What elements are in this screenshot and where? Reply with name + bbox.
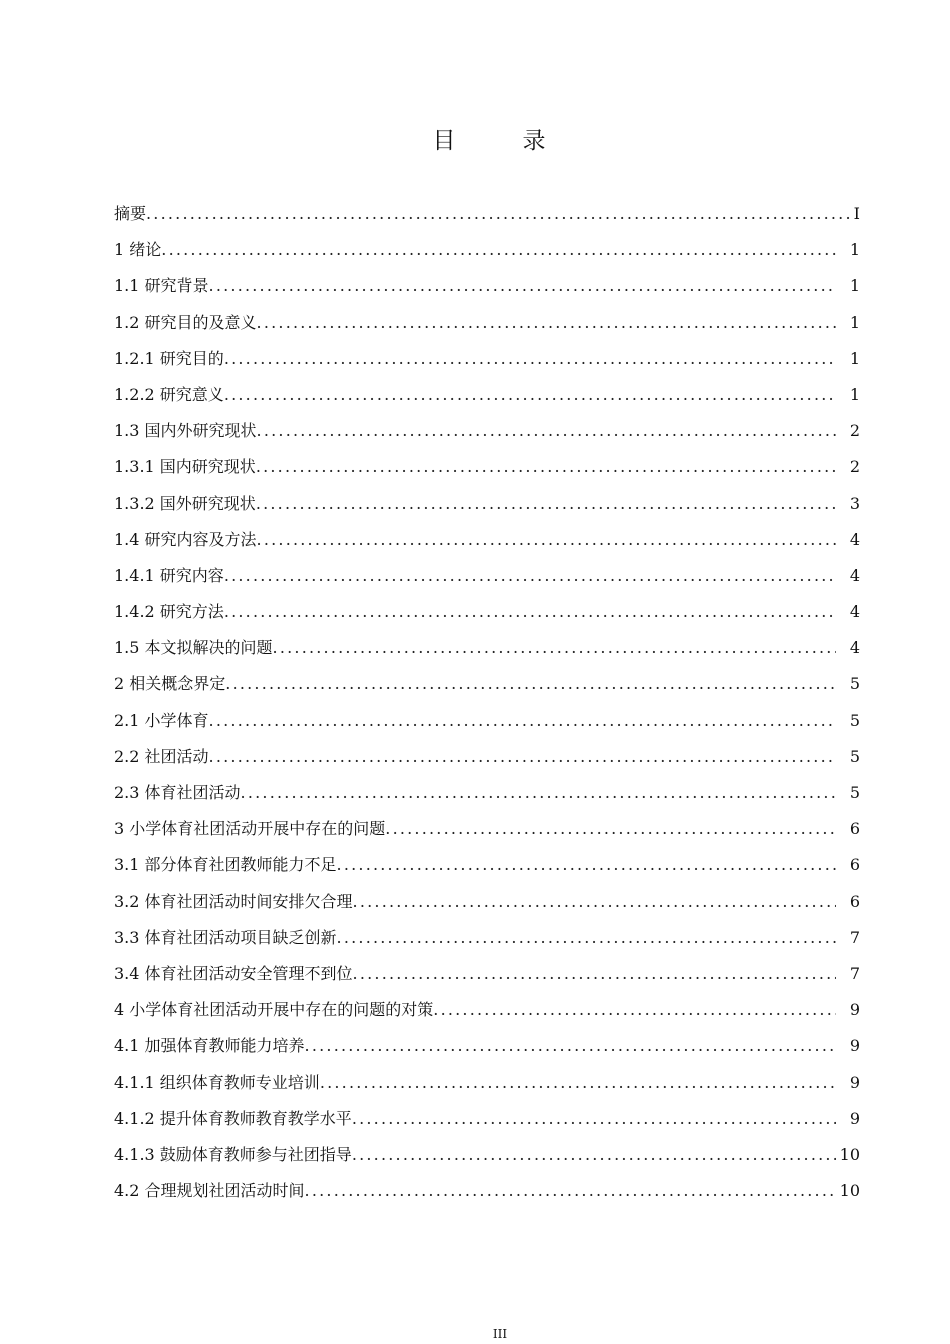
toc-entry[interactable] [114,558,860,594]
dot-leader [224,341,836,377]
toc-entry-label: 2.3 体育社团活动 [114,783,241,802]
toc-entry-page: 4 [849,565,860,585]
toc-entry-page: 1 [849,384,860,404]
toc-entry-page: 2 [849,421,860,441]
toc-entry-page: 5 [849,746,860,766]
toc-entry-label: 1.5 本文拟解决的问题 [114,638,273,658]
toc-entry[interactable] [114,268,860,304]
toc-entry[interactable] [114,775,860,811]
toc-entry[interactable] [114,305,860,341]
toc-entry-label: 1 绪论 [114,240,162,260]
toc-entry-label: 3.4 体育社团活动安全管理不到位 [114,963,353,983]
toc-entry-page: 3 [849,493,860,513]
toc-entry-page: 1 [849,312,860,332]
dot-leader [257,413,836,449]
toc-entry[interactable] [114,1173,860,1209]
page-number-footer: III [492,1327,508,1341]
toc-entry[interactable] [114,1028,860,1064]
page-title: 目 录 [432,128,568,154]
dot-leader [305,1028,836,1064]
dot-leader [352,1101,836,1137]
toc-entry[interactable] [114,594,860,630]
toc-entry-page: 9 [849,1072,860,1092]
toc-entry-page: 10 [839,1181,860,1201]
toc-entry[interactable] [114,956,860,992]
dot-leader [161,232,836,268]
toc-entry-label: 1.4.2 研究方法 [114,602,224,622]
toc-entry-label: 3.2 体育社团活动时间安排欠合理 [114,891,353,911]
toc-entry[interactable] [114,847,860,883]
toc-entry-label: 1.4.1 研究内容 [114,565,224,585]
dot-leader [257,305,836,341]
toc-entry-label: 3.3 体育社团活动项目缺乏创新 [114,927,337,947]
dot-leader [241,775,836,811]
toc-entry[interactable] [114,377,860,413]
toc-entry-label: 3.1 部分体育社团教师能力不足 [114,855,337,875]
toc-entry-label: 4.1 加强体育教师能力培养 [114,1036,305,1056]
toc-entry[interactable] [114,522,860,558]
toc-entry-page: 10 [839,1144,860,1164]
dot-leader [353,884,836,920]
toc-entry-label: 4.1.1 组织体育教师专业培训 [114,1072,320,1092]
toc-entry-page: 6 [849,819,860,839]
toc-entry-label: 2 相关概念界定 [114,674,226,694]
toc-entry[interactable] [114,449,860,485]
dot-leader [352,1137,836,1173]
toc-entry-label: 4.2 合理规划社团活动时间 [114,1181,305,1201]
toc-entry-label: 1.3.1 国内研究现状 [114,457,256,477]
toc-entry-label: 4.1.3 鼓励体育教师参与社团指导 [114,1144,352,1164]
toc-entry[interactable] [114,1137,860,1173]
toc-entry-page: 7 [849,927,860,947]
dot-leader [337,920,836,956]
dot-leader [146,196,850,232]
dot-leader [209,268,836,304]
dot-leader [305,1173,836,1209]
toc-entry-label: 4.1.2 提升体育教师教育教学水平 [114,1108,352,1128]
toc-entry-page: 5 [849,783,860,802]
table-of-contents [114,196,860,1209]
toc-entry-label: 摘要 [114,204,147,223]
toc-entry-page: I [853,204,860,223]
toc-entry[interactable] [114,884,860,920]
toc-entry-label: 1.2.1 研究目的 [114,348,224,368]
toc-entry[interactable] [114,666,860,702]
toc-entry[interactable] [114,703,860,739]
toc-entry-page: 5 [849,674,860,694]
toc-entry-page: 6 [849,855,860,875]
toc-entry-label: 1.2 研究目的及意义 [114,312,257,332]
dot-leader [433,992,836,1028]
dot-leader [385,811,836,847]
toc-entry[interactable] [114,739,860,775]
toc-entry-page: 4 [849,529,860,549]
toc-entry[interactable] [114,232,860,268]
toc-entry-label: 1.2.2 研究意义 [114,384,224,404]
toc-entry[interactable] [114,196,860,232]
toc-entry[interactable] [114,486,860,522]
toc-entry-page: 4 [849,602,860,622]
toc-entry-page: 1 [849,348,860,368]
dot-leader [224,377,836,413]
toc-entry-label: 1.3.2 国外研究现状 [114,493,256,513]
toc-entry-page: 5 [849,710,860,730]
dot-leader [320,1065,836,1101]
dot-leader [224,558,836,594]
toc-entry[interactable] [114,1065,860,1101]
dot-leader [257,522,836,558]
toc-entry[interactable] [114,920,860,956]
toc-entry-page: 1 [849,276,860,296]
toc-entry-page: 9 [849,1036,860,1056]
dot-leader [353,956,836,992]
toc-entry[interactable] [114,413,860,449]
toc-entry-page: 9 [849,1108,860,1128]
toc-entry-page: 1 [849,240,860,260]
dot-leader [224,594,836,630]
toc-entry-label: 1.1 研究背景 [114,276,209,296]
toc-entry-label: 1.3 国内外研究现状 [114,421,257,441]
toc-entry-page: 2 [849,457,860,477]
dot-leader [209,703,836,739]
toc-entry-label: 2.1 小学体育 [114,710,209,730]
toc-entry-page: 6 [849,891,860,911]
toc-entry[interactable] [114,341,860,377]
toc-entry-label: 2.2 社团活动 [114,746,209,766]
dot-leader [225,666,836,702]
toc-entry-label: 4 小学体育社团活动开展中存在的问题的对策 [114,1000,434,1020]
toc-entry-page: 7 [849,963,860,983]
dot-leader [256,449,836,485]
dot-leader [337,847,836,883]
toc-entry[interactable] [114,1101,860,1137]
dot-leader [209,739,836,775]
toc-entry-label: 3 小学体育社团活动开展中存在的问题 [114,819,386,839]
dot-leader [256,486,836,522]
toc-entry-page: 9 [849,1000,860,1020]
toc-entry-label: 1.4 研究内容及方法 [114,529,257,549]
toc-entry[interactable] [114,630,860,666]
toc-entry[interactable] [114,811,860,847]
toc-entry[interactable] [114,992,860,1028]
toc-entry-page: 4 [849,638,860,658]
dot-leader [273,630,836,666]
